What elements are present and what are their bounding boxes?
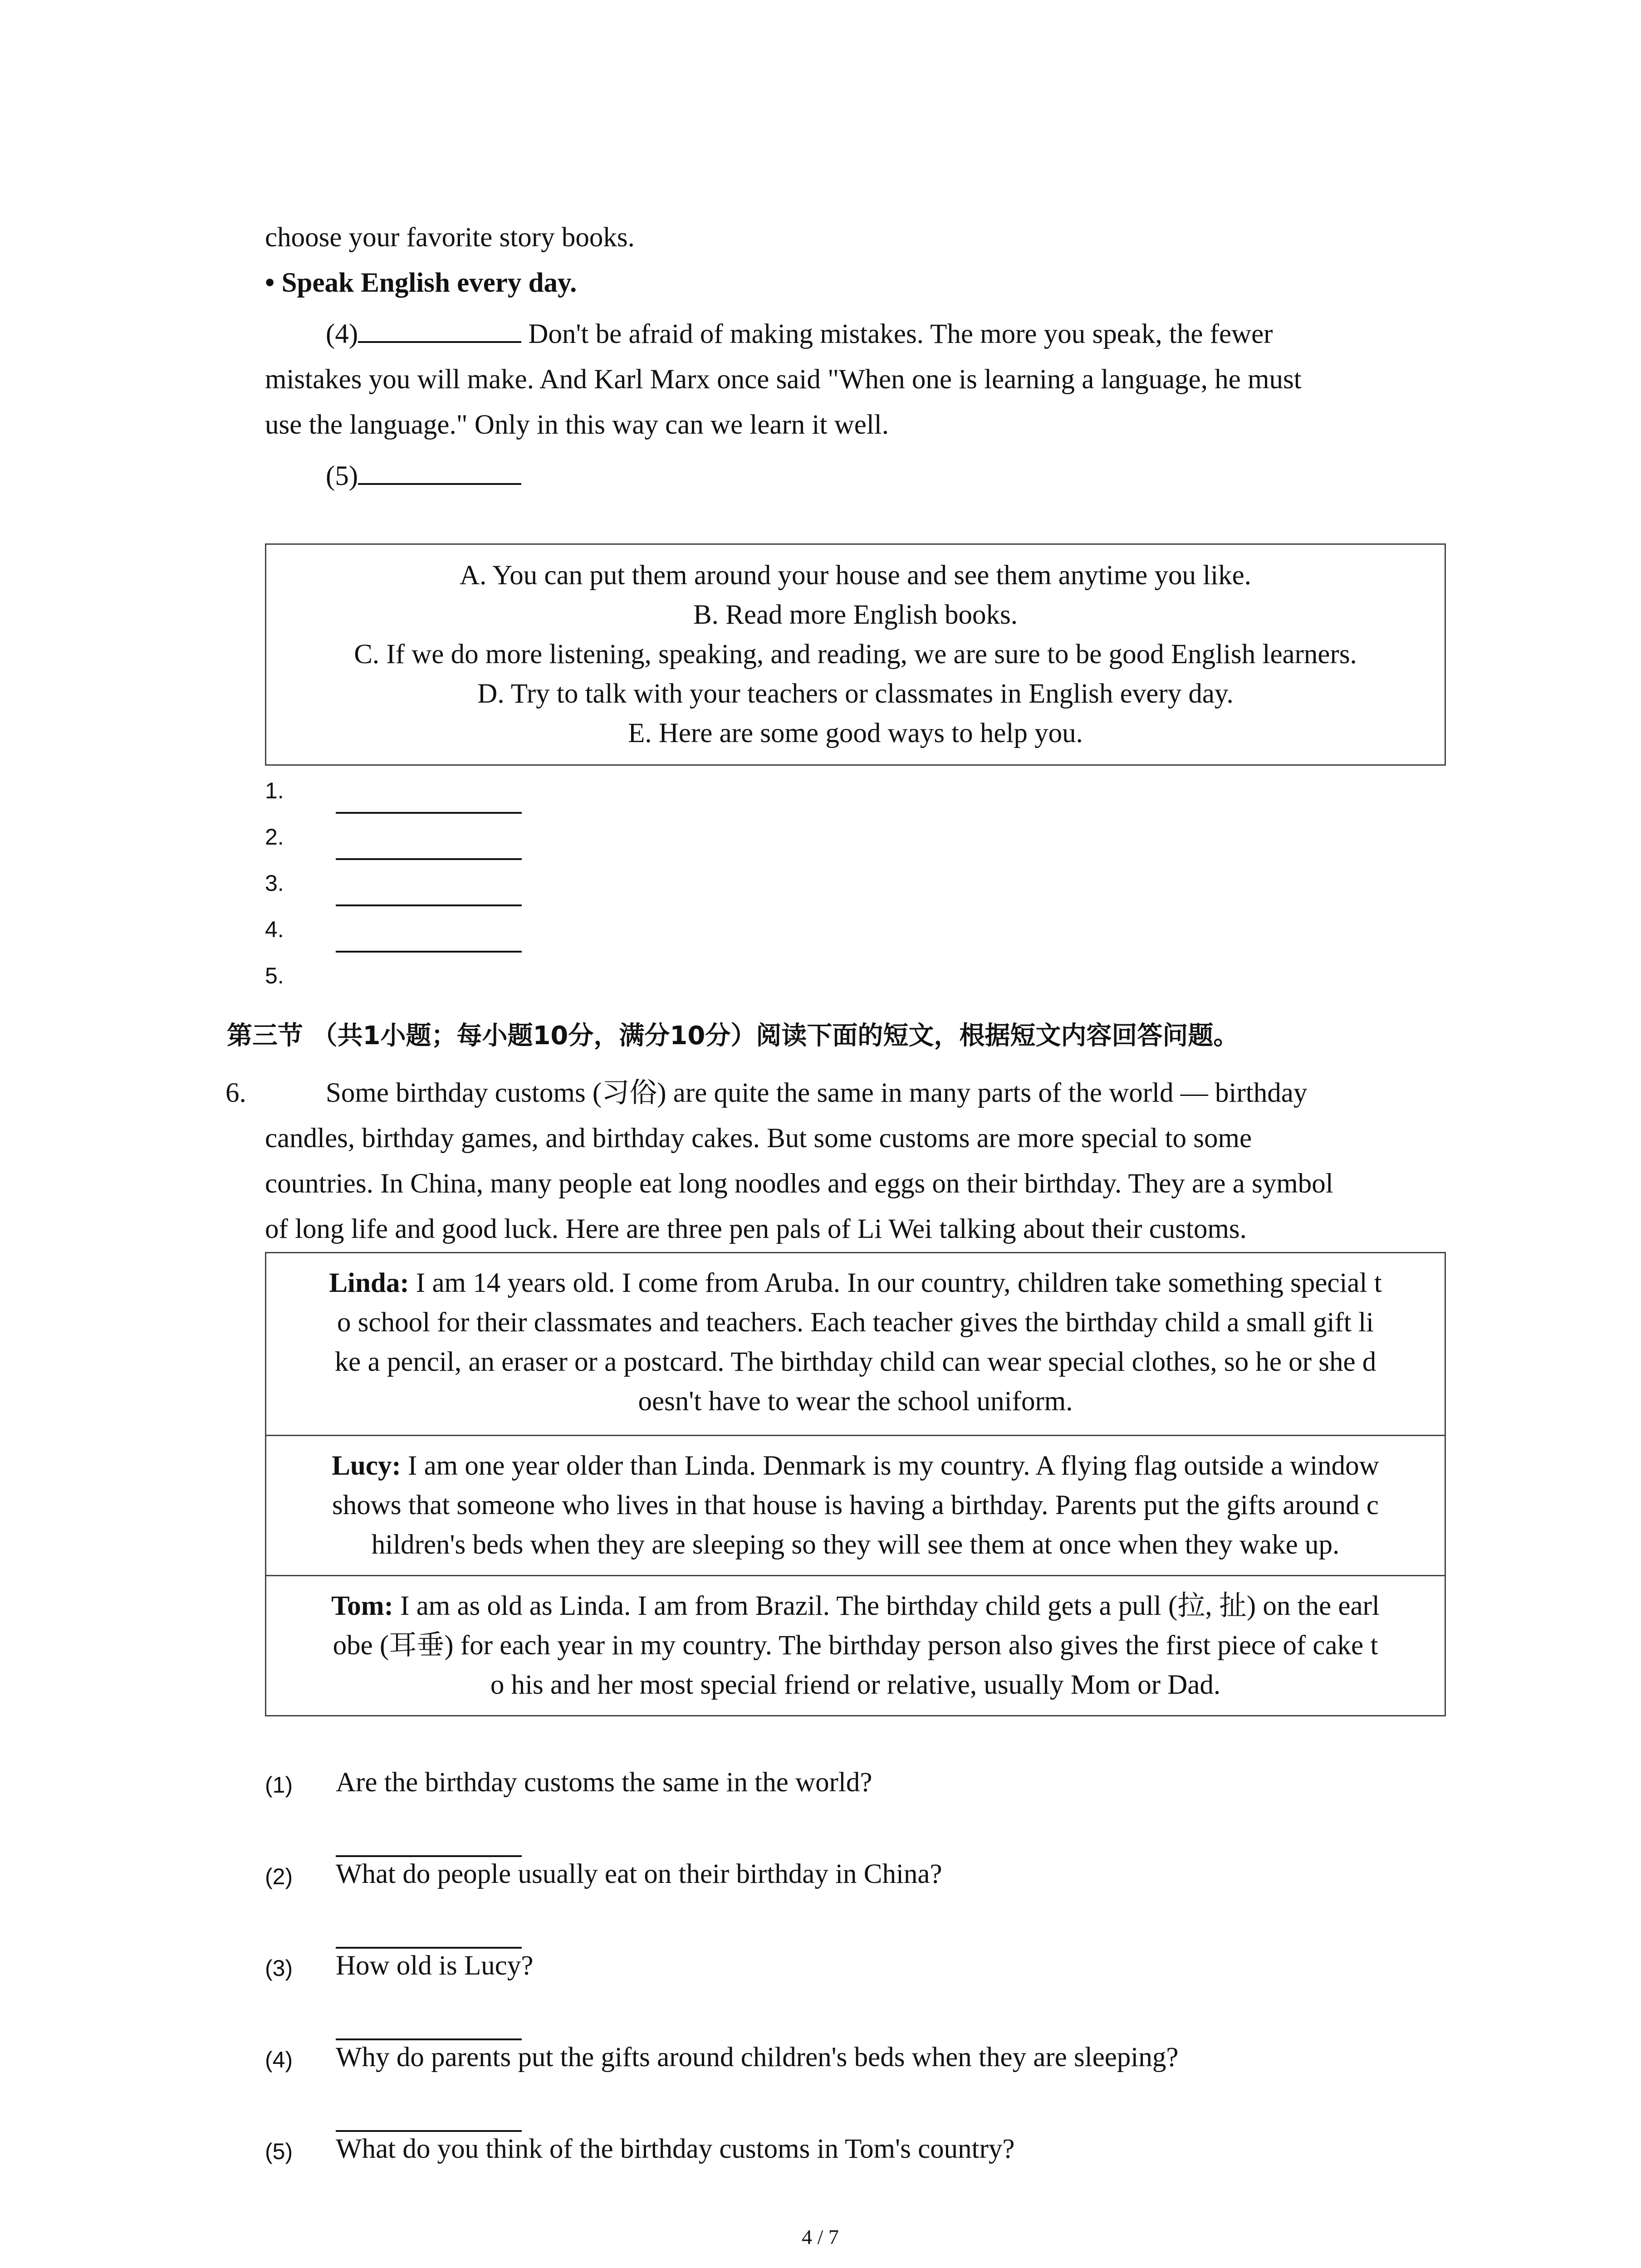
sub-question-text: Why do parents put the gifts around children's beds when they are sleeping? — [336, 2042, 1179, 2072]
option-e: E. Here are some good ways to help you. — [628, 718, 1083, 748]
sub-question-text: What do you think of the birthday customs in Tom's country? — [336, 2134, 1015, 2164]
pen-pal-name: Lucy: — [332, 1451, 401, 1481]
answer-line — [336, 812, 522, 814]
sub-question-text: What do people usually eat on their birthday in China? — [336, 1859, 942, 1889]
answer-line — [336, 951, 522, 953]
answer-number: 1. — [265, 778, 284, 803]
sub-question-number: (1) — [265, 1772, 293, 1798]
passage-line: countries. In China, many people eat long noodles and eggs on their birthday. They are a symbol — [265, 1168, 1333, 1199]
pen-pal-linda — [266, 1253, 1445, 1435]
sub-question-text: Are the birthday customs the same in the world? — [336, 1767, 872, 1798]
sub-question-number: (2) — [265, 1864, 293, 1889]
passage-line: Some birthday customs (习俗) are quite the same in many parts of the world — birthday — [326, 1078, 1308, 1108]
question-number: 6. — [225, 1078, 246, 1108]
blank-number: (4) — [326, 319, 358, 349]
passage-line: of long life and good luck. Here are three pen pals of Li Wei talking about their customs. — [265, 1214, 1247, 1244]
section-heading: 第三节 （共1小题；每小题10分，满分10分）阅读下面的短文，根据短文内容回答问题。 — [227, 1021, 1239, 1051]
pen-pal-text: I am 14 years old. I come from Aruba. In our country, children take something special t — [409, 1268, 1382, 1298]
option-c: C. If we do more listening, speaking, and reading, we are sure to be good English learners. — [354, 639, 1357, 670]
sub-question-number: (5) — [265, 2139, 293, 2164]
answer-number: 5. — [265, 963, 284, 988]
pen-pal-name: Linda: — [329, 1268, 409, 1298]
answer-number: 4. — [265, 917, 284, 942]
passage-line: mistakes you will make. And Karl Marx once said "When one is learning a language, he must — [265, 364, 1302, 395]
pen-pal-tom — [266, 1576, 1445, 1717]
pen-pal-text: obe (耳垂) for each year in my country. The birthday person also gives the first piece of cake t — [333, 1630, 1378, 1661]
pen-pal-text: shows that someone who lives in that house is having a birthday. Parents put the gifts around c — [332, 1490, 1379, 1520]
answer-blank — [358, 457, 521, 485]
passage-text: Don't be afraid of making mistakes. The more you speak, the fewer — [521, 319, 1273, 349]
answer-blank — [358, 315, 521, 343]
paragraph-4-first-line — [326, 312, 1273, 357]
passage-line: candles, birthday games, and birthday cakes. But some customs are more special to some — [265, 1123, 1252, 1154]
pen-pal-text: hildren's beds when they are sleeping so they will see them at once when they wake up. — [371, 1530, 1340, 1560]
pen-pals-table — [265, 1252, 1446, 1716]
pen-pal-text: o his and her most special friend or relative, usually Mom or Dad. — [490, 1670, 1221, 1700]
option-b: B. Read more English books. — [693, 600, 1018, 630]
option-a: A. You can put them around your house and see them anytime you like. — [460, 560, 1251, 591]
pen-pal-text: oesn't have to wear the school uniform. — [638, 1386, 1073, 1417]
answer-line — [336, 858, 522, 860]
sub-question-number: (4) — [265, 2047, 293, 2072]
pen-pal-text: I am as old as Linda. I am from Brazil. The birthday child gets a pull (拉, 扯) on the earl — [393, 1591, 1380, 1621]
answer-number: 3. — [265, 870, 284, 896]
sub-question-text: How old is Lucy? — [336, 1950, 534, 1981]
option-d: D. Try to talk with your teachers or classmates in English every day. — [477, 679, 1234, 709]
answer-line — [336, 904, 522, 906]
passage-line: choose your favorite story books. — [265, 222, 635, 253]
sub-question-number: (3) — [265, 1955, 293, 1981]
options-box — [265, 543, 1446, 766]
blank-number: (5) — [326, 461, 358, 491]
paragraph-5-line — [326, 454, 521, 499]
passage-line: use the language." Only in this way can we learn it well. — [265, 410, 889, 440]
pen-pal-text: ke a pencil, an eraser or a postcard. The birthday child can wear special clothes, so he or she d — [334, 1347, 1376, 1377]
pen-pal-text: o school for their classmates and teachers. Each teacher gives the birthday child a small gift li — [337, 1307, 1374, 1338]
answer-number: 2. — [265, 824, 284, 850]
pen-pal-name: Tom: — [331, 1591, 393, 1621]
pen-pal-text: I am one year older than Linda. Denmark is my country. A flying flag outside a window — [401, 1451, 1379, 1481]
pen-pal-lucy — [266, 1436, 1445, 1575]
tip-heading: • Speak English every day. — [265, 268, 577, 298]
page-number: 4 / 7 — [802, 2225, 839, 2248]
